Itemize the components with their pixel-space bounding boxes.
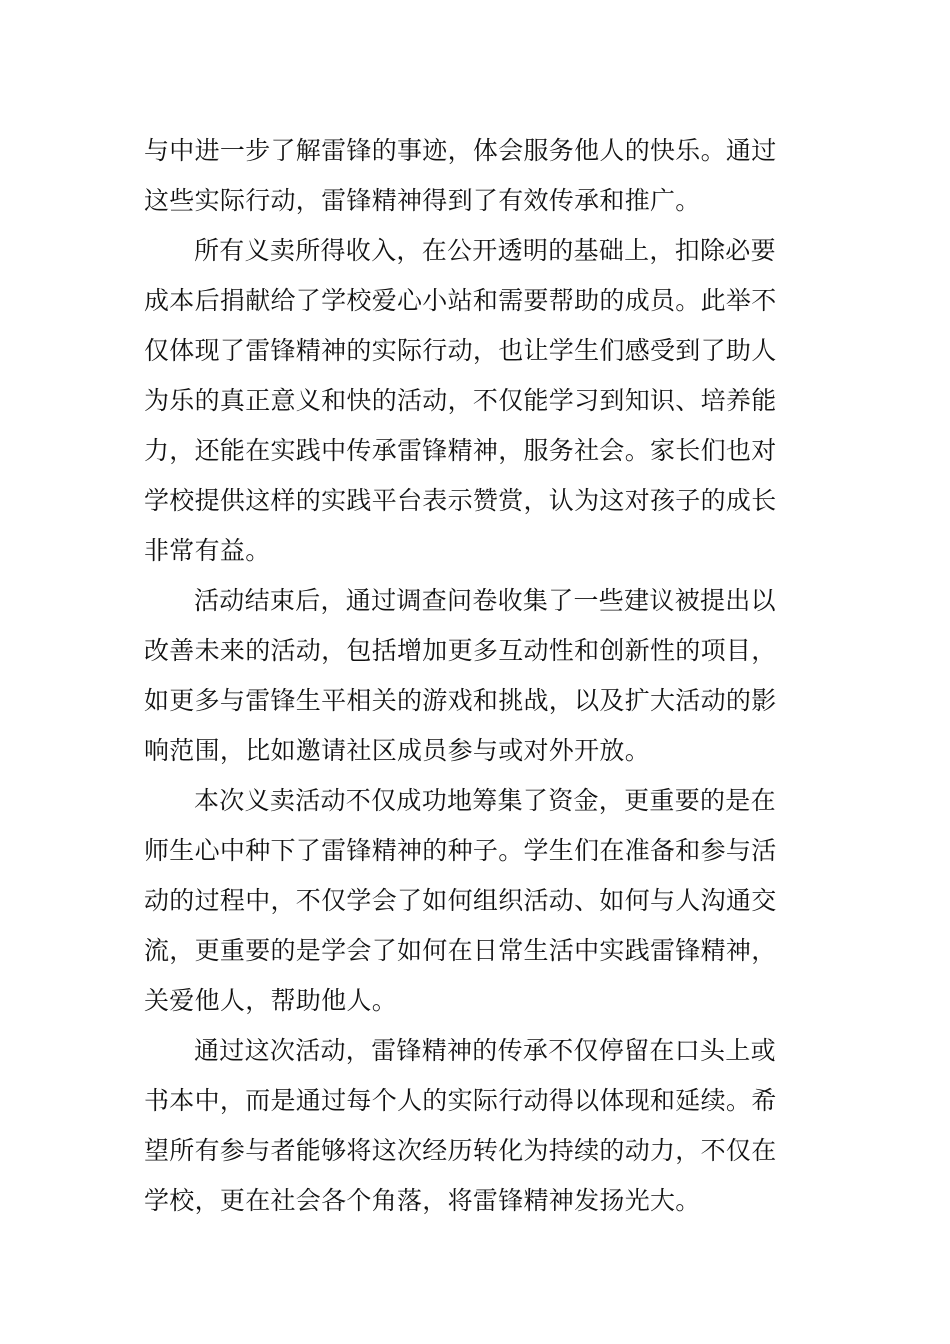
text-line: 关爱他人，帮助他人。 bbox=[144, 986, 398, 1015]
paragraph-first-line: 通过这次活动，雷锋精神的传承不仅停留在口头上或 bbox=[194, 1036, 776, 1065]
text-line: 学校提供这样的实践平台表示赞赏，认为这对孩子的成长 bbox=[144, 486, 777, 515]
document-body bbox=[144, 126, 808, 1226]
text-line: 非常有益。 bbox=[144, 536, 271, 565]
text-line: 响范围，比如邀请社区成员参与或对外开放。 bbox=[144, 736, 651, 765]
paragraph-first-line: 活动结束后，通过调查问卷收集了一些建议被提出以 bbox=[194, 586, 776, 615]
text-line: 书本中，而是通过每个人的实际行动得以体现和延续。希 bbox=[144, 1086, 777, 1115]
text-line: 为乐的真正意义和快的活动，不仅能学习到知识、培养能 bbox=[144, 386, 777, 415]
text-line: 流，更重要的是学会了如何在日常生活中实践雷锋精神， bbox=[144, 936, 777, 965]
text-line: 动的过程中，不仅学会了如何组织活动、如何与人沟通交 bbox=[144, 886, 777, 915]
text-line: 师生心中种下了雷锋精神的种子。学生们在准备和参与活 bbox=[144, 836, 777, 865]
paragraph-first-line: 所有义卖所得收入，在公开透明的基础上，扣除必要 bbox=[194, 236, 776, 265]
text-line: 成本后捐献给了学校爱心小站和需要帮助的成员。此举不 bbox=[144, 286, 777, 315]
paragraph-first-line: 本次义卖活动不仅成功地筹集了资金，更重要的是在 bbox=[194, 786, 776, 815]
text-line: 力，还能在实践中传承雷锋精神，服务社会。家长们也对 bbox=[144, 436, 777, 465]
text-line: 这些实际行动，雷锋精神得到了有效传承和推广。 bbox=[144, 186, 701, 215]
text-line: 学校，更在社会各个角落，将雷锋精神发扬光大。 bbox=[144, 1186, 701, 1215]
text-line: 改善未来的活动，包括增加更多互动性和创新性的项目， bbox=[144, 636, 777, 665]
text-line: 与中进一步了解雷锋的事迹，体会服务他人的快乐。通过 bbox=[144, 136, 777, 165]
text-line: 如更多与雷锋生平相关的游戏和挑战，以及扩大活动的影 bbox=[144, 686, 777, 715]
text-line: 仅体现了雷锋精神的实际行动，也让学生们感受到了助人 bbox=[144, 336, 777, 365]
text-line: 望所有参与者能够将这次经历转化为持续的动力，不仅在 bbox=[144, 1136, 777, 1165]
